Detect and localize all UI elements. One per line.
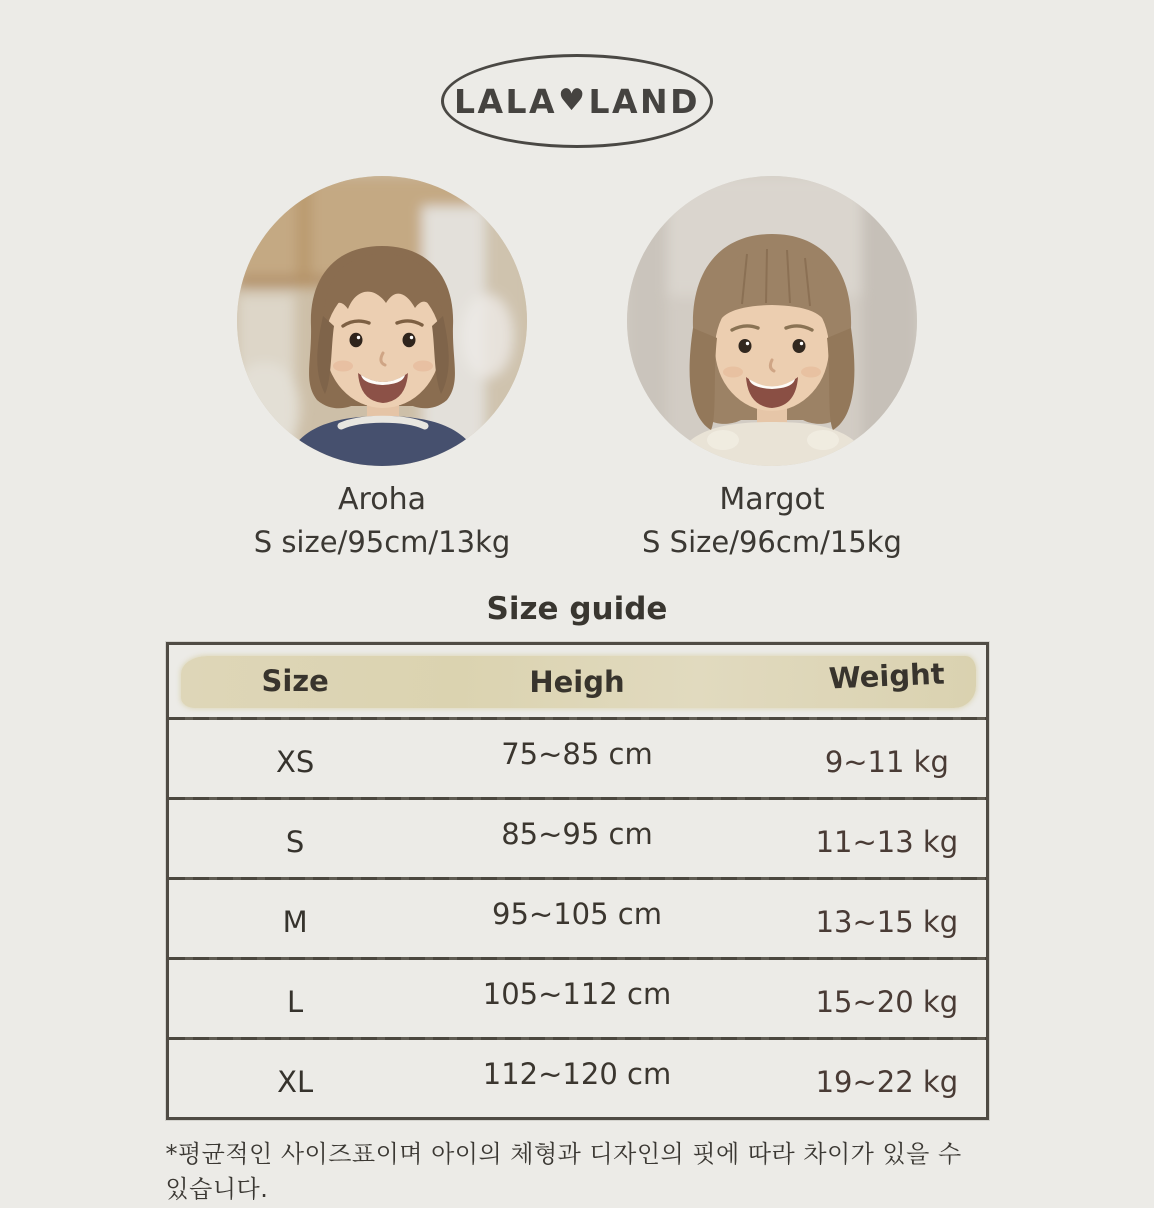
table-row-xl <box>169 1040 986 1117</box>
weight-cell: 15~20 kg <box>815 984 959 1019</box>
model-margot <box>627 176 917 559</box>
brand-logo-right: LAND <box>588 81 701 121</box>
col-header-height: Heigh <box>529 665 625 699</box>
size-cell: L <box>287 984 304 1019</box>
model-name: Aroha <box>338 482 426 517</box>
model-portraits-row <box>0 176 1154 559</box>
weight-cell: 13~15 kg <box>815 904 959 939</box>
heart-icon: ♥ <box>558 82 588 118</box>
height-cell: 85~95 cm <box>501 816 653 851</box>
table-row-m <box>169 880 986 957</box>
model-name: Margot <box>719 482 825 517</box>
margot-portrait-illustration <box>627 176 917 466</box>
aroha-photo <box>237 176 527 466</box>
aroha-portrait-illustration <box>237 176 527 466</box>
weight-cell: 9~11 kg <box>824 744 949 779</box>
size-guide-footnote: *평균적인 사이즈표이며 아이의 체형과 디자인의 핏에 따라 차이가 있을 수 있습니다. <box>165 1140 962 1203</box>
height-cell: 112~120 cm <box>482 1056 672 1091</box>
brand-logo-oval <box>441 54 713 148</box>
height-cell: 105~112 cm <box>482 976 672 1011</box>
table-row-xs <box>169 720 986 797</box>
col-header-size: Size <box>261 664 329 698</box>
size-guide-table <box>166 642 989 1120</box>
table-row-s <box>169 800 986 877</box>
model-spec: S Size/96cm/15kg <box>642 525 902 559</box>
col-header-weight: Weight <box>828 656 946 696</box>
height-cell: 75~85 cm <box>501 736 653 771</box>
brand-logo-text <box>454 82 700 121</box>
table-row-l <box>169 960 986 1037</box>
size-cell: XL <box>277 1064 314 1099</box>
weight-cell: 19~22 kg <box>815 1064 959 1099</box>
size-cell: M <box>282 904 308 939</box>
model-aroha <box>237 176 527 559</box>
height-cell: 95~105 cm <box>492 896 662 931</box>
size-guide-title: Size guide <box>486 591 668 627</box>
size-guide-page <box>0 54 1154 1208</box>
size-cell: XS <box>275 744 315 779</box>
margot-photo <box>627 176 917 466</box>
size-cell: S <box>285 824 305 859</box>
weight-cell: 11~13 kg <box>815 824 959 859</box>
table-header-row <box>169 645 986 717</box>
brand-logo-left: LALA <box>453 81 558 121</box>
model-spec: S size/95cm/13kg <box>253 525 511 559</box>
